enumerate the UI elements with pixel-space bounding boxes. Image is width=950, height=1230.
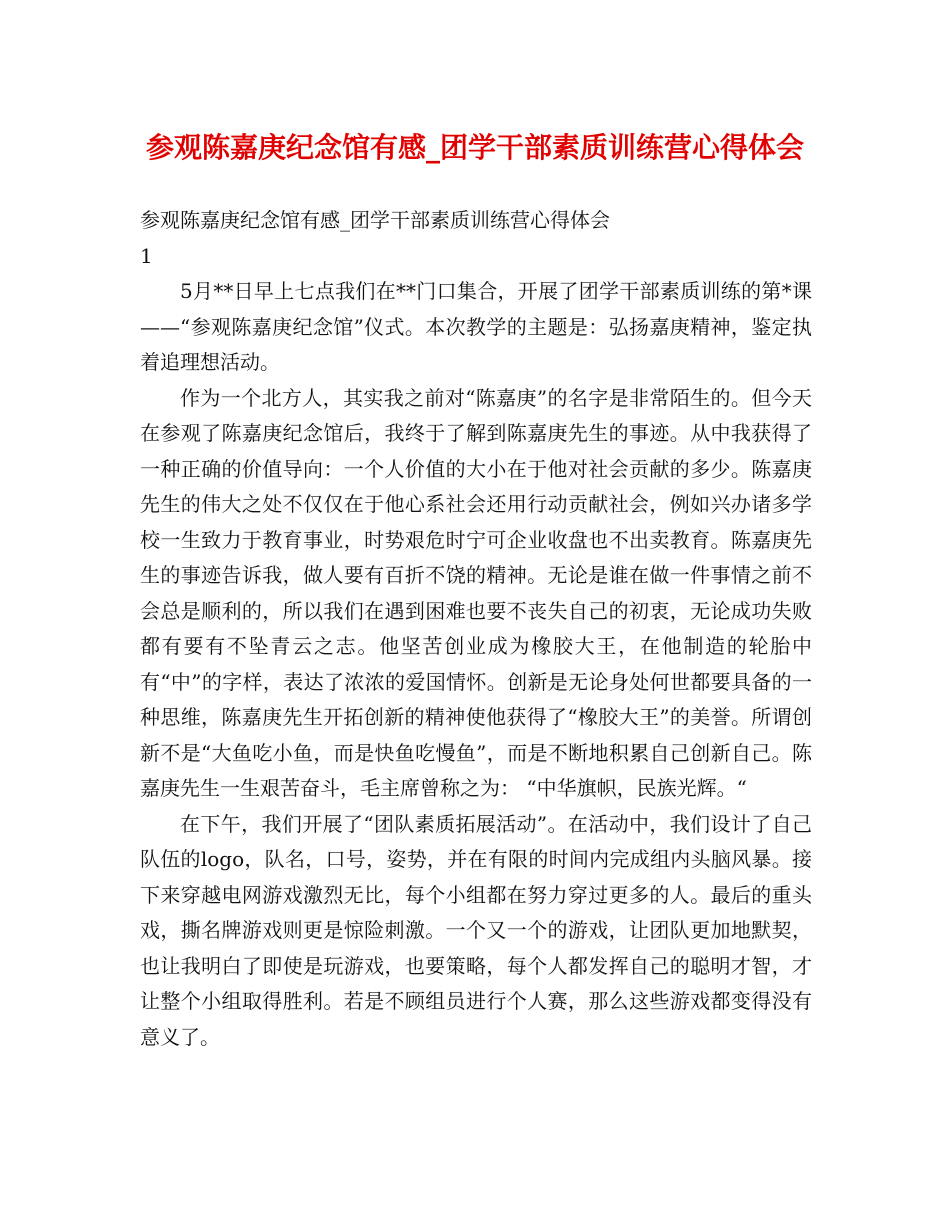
- paragraph: 作为一个北方人，其实我之前对“陈嘉庚”的名字是非常陌生的。但今天在参观了陈嘉庚纪念馆后，我终于了解到陈嘉庚先生的事迹。从中我获得了一种正确的价值导向：一个人价值的大小在于他对社会贡献的多少。陈嘉庚先生的伟大之处不仅仅在于他心系社会还用行动贡献社会，例如兴办诸多学校一生致力于教育事业，时势艰危时宁可企业收盘也不出卖教育。陈嘉庚先生的事迹告诉我，做人要有百折不饶的精神。无论是谁在做一件事情之前不会总是顺利的，所以我们在遇到困难也要不丧失自己的初衷，无论成功失败都有要有不坠青云之志。他坚苦创业成为橡胶大王，在他制造的轮胎中有“中”的字样，表达了浓浓的爱国情怀。创新是无论身处何世都要具备的一种思维，陈嘉庚先生开拓创新的精神使他获得了“橡胶大王”的美誉。所谓创新不是“大鱼吃小鱼，而是快鱼吃慢鱼”，而是不断地积累自己创新自己。陈嘉庚先生一生艰苦奋斗，毛主席曾称之为： “中华旗帜，民族光辉。“: [140, 385, 812, 800]
- section-number: 1: [140, 244, 153, 268]
- document-body: [140, 274, 812, 1055]
- document-title: 参观陈嘉庚纪念馆有感_团学干部素质训练营心得体会: [145, 131, 804, 164]
- paragraph: 5月**日早上七点我们在**门口集合，开展了团学干部素质训练的第*课——“参观陈嘉庚纪念馆”仪式。本次教学的主题是：弘扬嘉庚精神，鉴定执着追理想活动。: [140, 279, 812, 374]
- paragraph: 在下午，我们开展了“团队素质拓展活动”。在活动中，我们设计了自己队伍的logo，队名，口号，姿势，并在有限的时间内完成组内头脑风暴。接下来穿越电网游戏激烈无比，每个小组都在努力穿过更多的人。最后的重头戏，撕名牌游戏则更是惊险刺激。一个又一个的游戏，让团队更加地默契，也让我明白了即使是玩游戏，也要策略，每个人都发挥自己的聪明才智，才让整个小组取得胜利。若是不顾组员进行个人赛，那么这些游戏都变得没有意义了。: [140, 811, 812, 1049]
- document-subtitle: 参观陈嘉庚纪念馆有感_团学干部素质训练营心得体会: [140, 208, 610, 232]
